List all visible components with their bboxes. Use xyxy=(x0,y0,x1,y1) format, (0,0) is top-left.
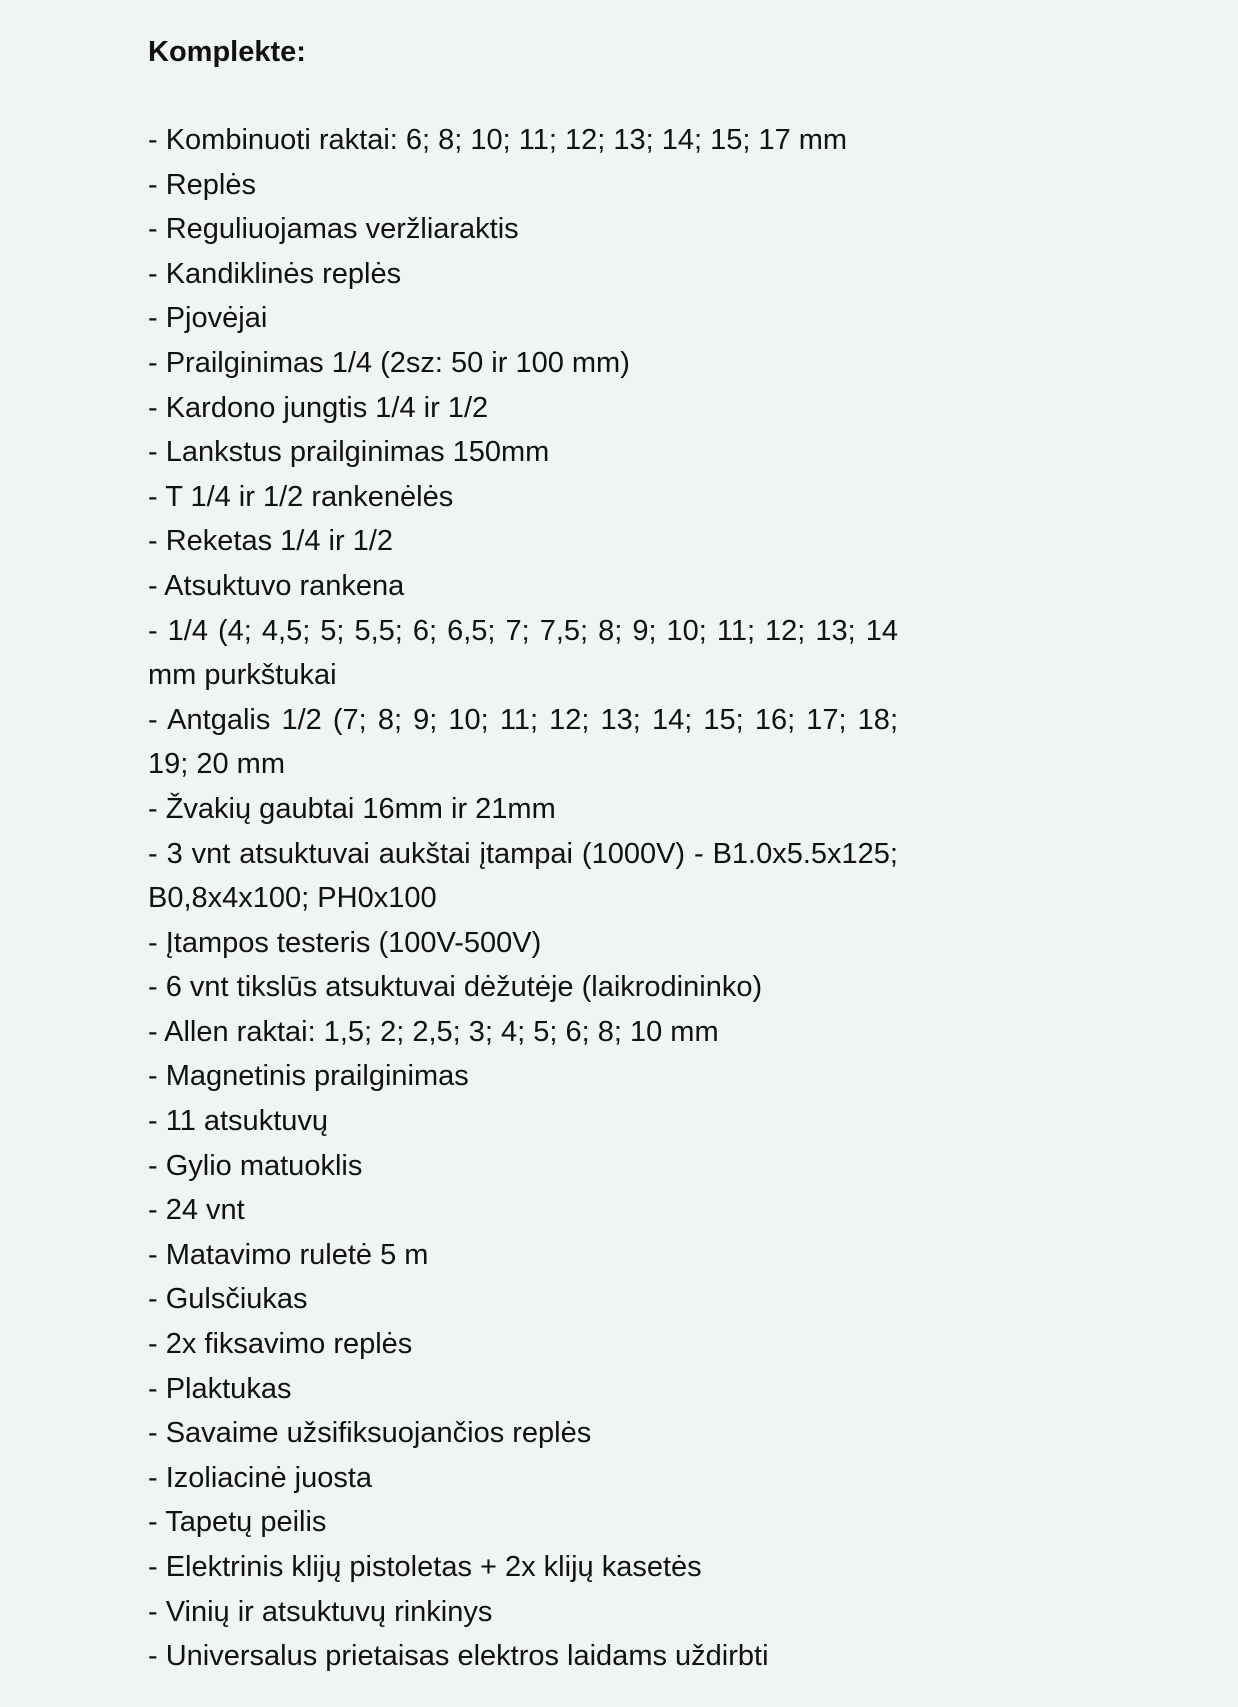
list-item: - Antgalis 1/2 (7; 8; 9; 10; 11; 12; 13; 14; 15; 16; 17; 18; 19; 20 mm xyxy=(148,703,898,781)
list-item: - T 1/4 ir 1/2 rankenėlės xyxy=(148,480,454,513)
list-item: - Savaime užsifiksuojančios replės xyxy=(148,1417,592,1450)
list-item: - Kardono jungtis 1/4 ir 1/2 xyxy=(148,391,489,424)
list-item: - Kandiklinės replės xyxy=(148,257,402,290)
list-item: - Lankstus prailginimas 150mm xyxy=(148,436,550,469)
list-item: - Gylio matuoklis xyxy=(148,1149,363,1182)
list-item: - Izoliacinė juosta xyxy=(148,1461,373,1494)
list-item: - Universalus prietaisas elektros laidams uždirbti xyxy=(148,1640,769,1673)
list-item: - 1/4 (4; 4,5; 5; 5,5; 6; 6,5; 7; 7,5; 8; 9; 10; 11; 12; 13; 14 mm purkštukai xyxy=(148,614,898,692)
list-item: - 24 vnt xyxy=(148,1194,245,1227)
list-item: - Plaktukas xyxy=(148,1372,292,1405)
list-item: - Allen raktai: 1,5; 2; 2,5; 3; 4; 5; 6; 8; 10 mm xyxy=(148,1015,719,1048)
list-item: - Pjovėjai xyxy=(148,302,268,335)
list-item: - Atsuktuvo rankena xyxy=(148,569,405,602)
list-item: - Tapetų peilis xyxy=(148,1506,327,1539)
list-item: - 6 vnt tikslūs atsuktuvai dėžutėje (laikrodininko) xyxy=(148,971,763,1004)
kit-contents-heading: Komplekte: xyxy=(148,36,306,68)
list-item: - Reguliuojamas veržliaraktis xyxy=(148,213,519,246)
list-item: - 11 atsuktuvų xyxy=(148,1105,329,1138)
list-item: - Magnetinis prailginimas xyxy=(148,1060,469,1093)
list-item: - Žvakių gaubtai 16mm ir 21mm xyxy=(148,792,556,825)
list-item: - Įtampos testeris (100V-500V) xyxy=(148,926,542,959)
list-item: - Replės xyxy=(148,168,256,201)
list-item: - Kombinuoti raktai: 6; 8; 10; 11; 12; 13; 14; 15; 17 mm xyxy=(148,124,848,156)
list-item: - Reketas 1/4 ir 1/2 xyxy=(148,525,393,558)
list-item: - Matavimo ruletė 5 m xyxy=(148,1238,429,1271)
list-item: - 2x fiksavimo replės xyxy=(148,1328,413,1361)
list-item: - Vinių ir atsuktuvų rinkinys xyxy=(148,1595,493,1628)
list-item: - Elektrinis klijų pistoletas + 2x klijų kasetės xyxy=(148,1551,702,1583)
list-item: - Prailginimas 1/4 (2sz: 50 ir 100 mm) xyxy=(148,346,630,379)
kit-contents-list xyxy=(148,118,898,1679)
kit-contents-section xyxy=(148,30,898,1679)
list-item: - 3 vnt atsuktuvai aukštai įtampai (1000V) - B1.0x5.5x125; B0,8x4x100; PH0x100 xyxy=(148,837,898,915)
list-item: - Gulsčiukas xyxy=(148,1283,308,1316)
